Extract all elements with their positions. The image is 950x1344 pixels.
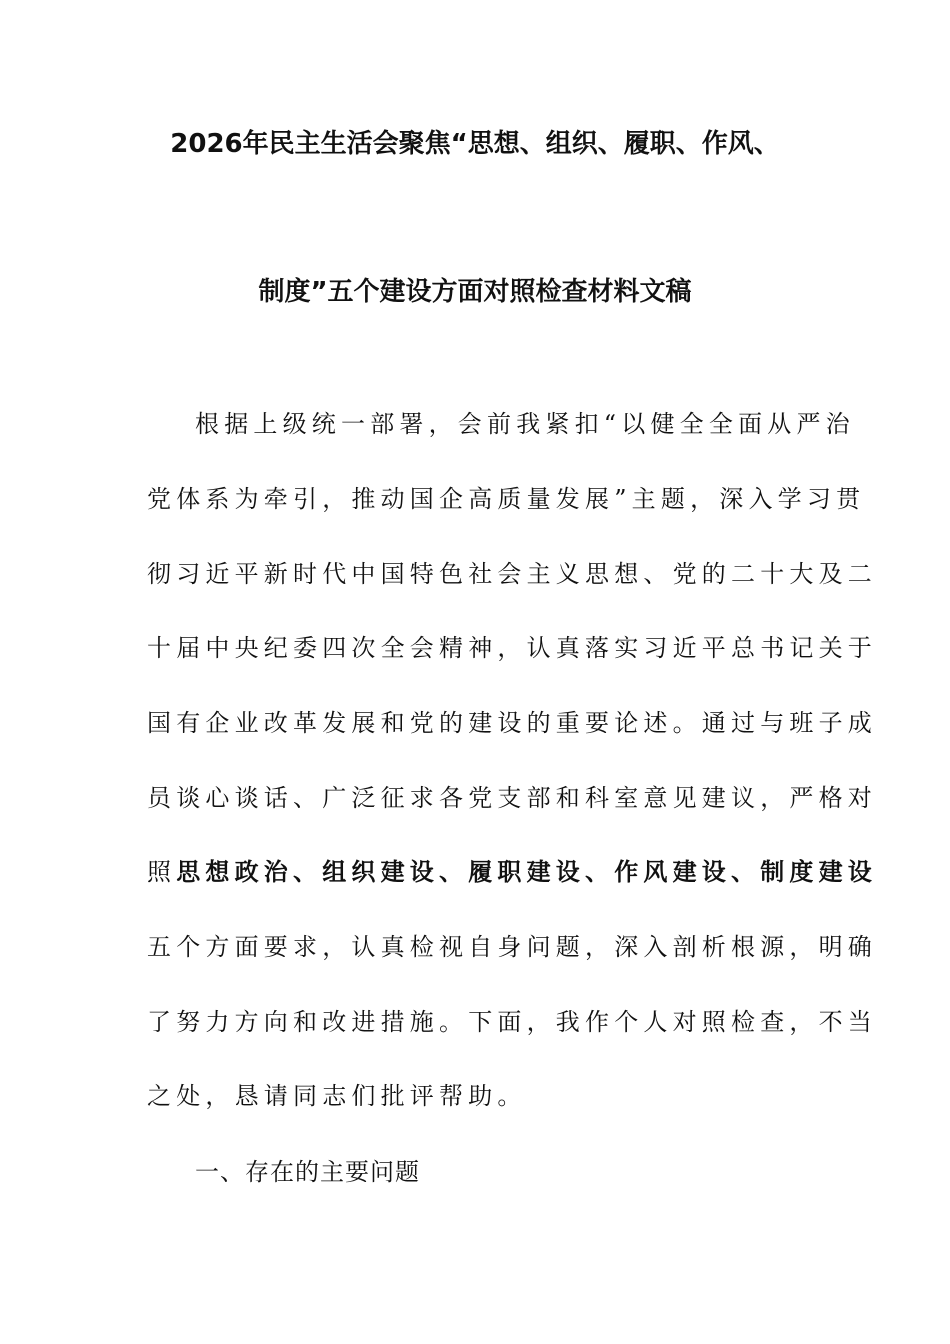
paragraph-line: 五个方面要求，认真检视自身问题，深入剖析根源，明确 [147, 933, 877, 961]
paragraph-line: 了努力方向和改进措施。下面，我作个人对照检查，不当 [147, 1008, 877, 1036]
document-title-line-2: 制度”五个建设方面对照检查材料文稿 [258, 277, 692, 307]
paragraph-line: 员谈心谈话、广泛征求各党支部和科室意见建议，严格对 [147, 784, 877, 812]
paragraph-line: 之处，恳请同志们批评帮助。 [147, 1082, 527, 1110]
paragraph-line: 党体系为牵引，推动国企高质量发展”主题，深入学习贯 [147, 485, 866, 513]
five-aspects-bold-text: 思想政治、组织建设、履职建设、作风建设、制度建设 [176, 857, 878, 886]
paragraph-line: 彻习近平新时代中国特色社会主义思想、党的二十大及二 [147, 560, 877, 588]
paragraph-line: 十届中央纪委四次全会精神，认真落实习近平总书记关于 [147, 634, 877, 662]
paragraph-line-mixed [147, 852, 878, 892]
paragraph-line: 根据上级统一部署，会前我紧扣“以健全全面从严治 [195, 410, 855, 438]
paragraph-line-prefix: 照 [147, 858, 177, 886]
paragraph-line: 国有企业改革发展和党的建设的重要论述。通过与班子成 [147, 709, 877, 737]
section-heading: 一、存在的主要问题 [195, 1158, 420, 1186]
document-title-line-1: 2026年民主生活会聚焦“思想、组织、履职、作风、 [170, 129, 780, 159]
